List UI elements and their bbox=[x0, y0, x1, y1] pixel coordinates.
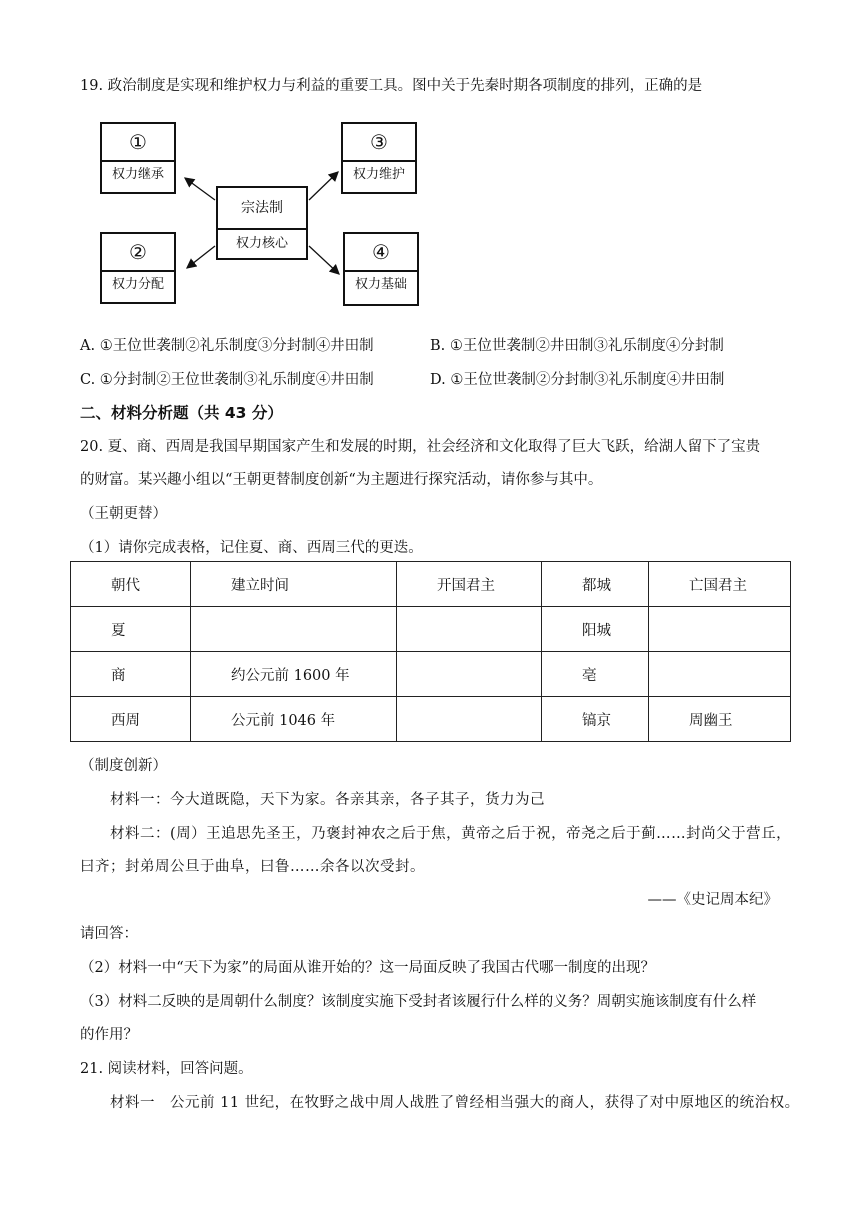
table-cell: 阳城 bbox=[542, 607, 649, 652]
center-label: 权力核心 bbox=[235, 236, 288, 251]
table-cell: 镐京 bbox=[542, 697, 649, 742]
box2-number: ② bbox=[102, 234, 174, 272]
table-row bbox=[71, 607, 791, 652]
box3-number: ③ bbox=[343, 124, 415, 162]
q19-option-b[interactable]: B. ①王位世袭制②井田制③礼乐制度④分封制 bbox=[430, 338, 724, 354]
section-title: 二、材料分析题（共 43 分） bbox=[80, 404, 283, 422]
table-header-cell: 朝代 bbox=[71, 562, 191, 607]
table-cell-input[interactable] bbox=[397, 697, 542, 742]
q19-option-a[interactable]: A. ①王位世袭制②礼乐制度③分封制④井田制 bbox=[80, 338, 374, 354]
table-cell-input[interactable] bbox=[397, 652, 542, 697]
center-title: 宗法制 bbox=[218, 188, 306, 230]
table-cell: 约公元前 1600 年 bbox=[191, 652, 397, 697]
table-cell: 公元前 1046 年 bbox=[191, 697, 397, 742]
box4-number: ④ bbox=[345, 234, 417, 272]
diagram-center-box bbox=[216, 186, 308, 260]
q19-diagram bbox=[95, 118, 425, 313]
table-cell: 西周 bbox=[71, 697, 191, 742]
table-cell-input[interactable] bbox=[397, 607, 542, 652]
q20-answer-prompt: 请回答： bbox=[80, 926, 138, 942]
diagram-box-4 bbox=[343, 232, 419, 306]
q20-stem-line1: 20. 夏、商、西周是我国早期国家产生和发展的时期，社会经济和文化取得了巨大飞跃，给湖人留下了宝贵 bbox=[80, 439, 761, 455]
diagram-box-2 bbox=[100, 232, 176, 304]
table-header-cell: 开国君主 bbox=[397, 562, 542, 607]
table-cell-input[interactable] bbox=[649, 652, 791, 697]
diagram-box-3 bbox=[341, 122, 417, 194]
q20-material2-line2: 曰齐；封弟周公旦于曲阜，曰鲁……余各以次受封。 bbox=[80, 859, 425, 875]
table-cell: 商 bbox=[71, 652, 191, 697]
table-header-row bbox=[71, 562, 791, 607]
q19-option-c[interactable]: C. ①分封制②王位世袭制③礼乐制度④井田制 bbox=[80, 372, 374, 388]
q20-question-3-line1: （3）材料二反映的是周朝什么制度？该制度实施下受封者该履行什么样的义务？周朝实施该制度有什么样 bbox=[80, 994, 757, 1010]
q21-material1: 材料一 公元前 11 世纪，在牧野之战中周人战胜了曾经相当强大的商人，获得了对中原地区的统治权。 bbox=[110, 1095, 800, 1111]
q21-stem: 21. 阅读材料，回答问题。 bbox=[80, 1061, 253, 1077]
q20-question-3-line2: 的作用？ bbox=[80, 1027, 138, 1043]
q20-question-2: （2）材料一中“天下为家”的局面从谁开始的？这一局面反映了我国古代哪一制度的出现？ bbox=[80, 960, 656, 976]
q20-stem-line2: 的财富。某兴趣小组以“王朝更替制度创新“为主题进行探究活动，请你参与其中。 bbox=[80, 472, 603, 488]
diagram-box-1 bbox=[100, 122, 176, 194]
table-header-cell: 都城 bbox=[542, 562, 649, 607]
table-row bbox=[71, 652, 791, 697]
box4-label: 权力基础 bbox=[354, 277, 407, 292]
q20-material2-line1: 材料二：(周）王追思先圣王，乃褒封神农之后于焦，黄帝之后于祝，帝尧之后于蓟……封尚父于营丘， bbox=[110, 826, 792, 842]
table-row bbox=[71, 697, 791, 742]
box2-label: 权力分配 bbox=[111, 277, 164, 292]
table-cell: 夏 bbox=[71, 607, 191, 652]
table-cell-input[interactable] bbox=[649, 607, 791, 652]
table-cell: 周幽王 bbox=[649, 697, 791, 742]
q20-source: ——《史记周本纪》 bbox=[647, 892, 778, 908]
box1-number: ① bbox=[102, 124, 174, 162]
table-header-cell: 亡国君主 bbox=[649, 562, 791, 607]
table-cell: 亳 bbox=[542, 652, 649, 697]
q20-part2-heading: （制度创新） bbox=[80, 758, 167, 774]
q20-part1-heading: （王朝更替） bbox=[80, 506, 167, 522]
box3-label: 权力维护 bbox=[352, 167, 405, 182]
dynasty-table bbox=[70, 561, 791, 742]
q19-stem: 19. 政治制度是实现和维护权力与利益的重要工具。图中关于先秦时期各项制度的排列，正确的是 bbox=[80, 78, 703, 94]
table-header-cell: 建立时间 bbox=[191, 562, 397, 607]
q20-material1: 材料一：今大道既隐，天下为家。各亲其亲，各子其子，货力为己 bbox=[110, 792, 545, 808]
q19-option-d[interactable]: D. ①王位世袭制②分封制③礼乐制度④井田制 bbox=[430, 372, 725, 388]
table-cell-input[interactable] bbox=[191, 607, 397, 652]
q20-part1-question: （1）请你完成表格，记住夏、商、西周三代的更迭。 bbox=[80, 540, 423, 556]
box1-label: 权力继承 bbox=[111, 167, 164, 182]
